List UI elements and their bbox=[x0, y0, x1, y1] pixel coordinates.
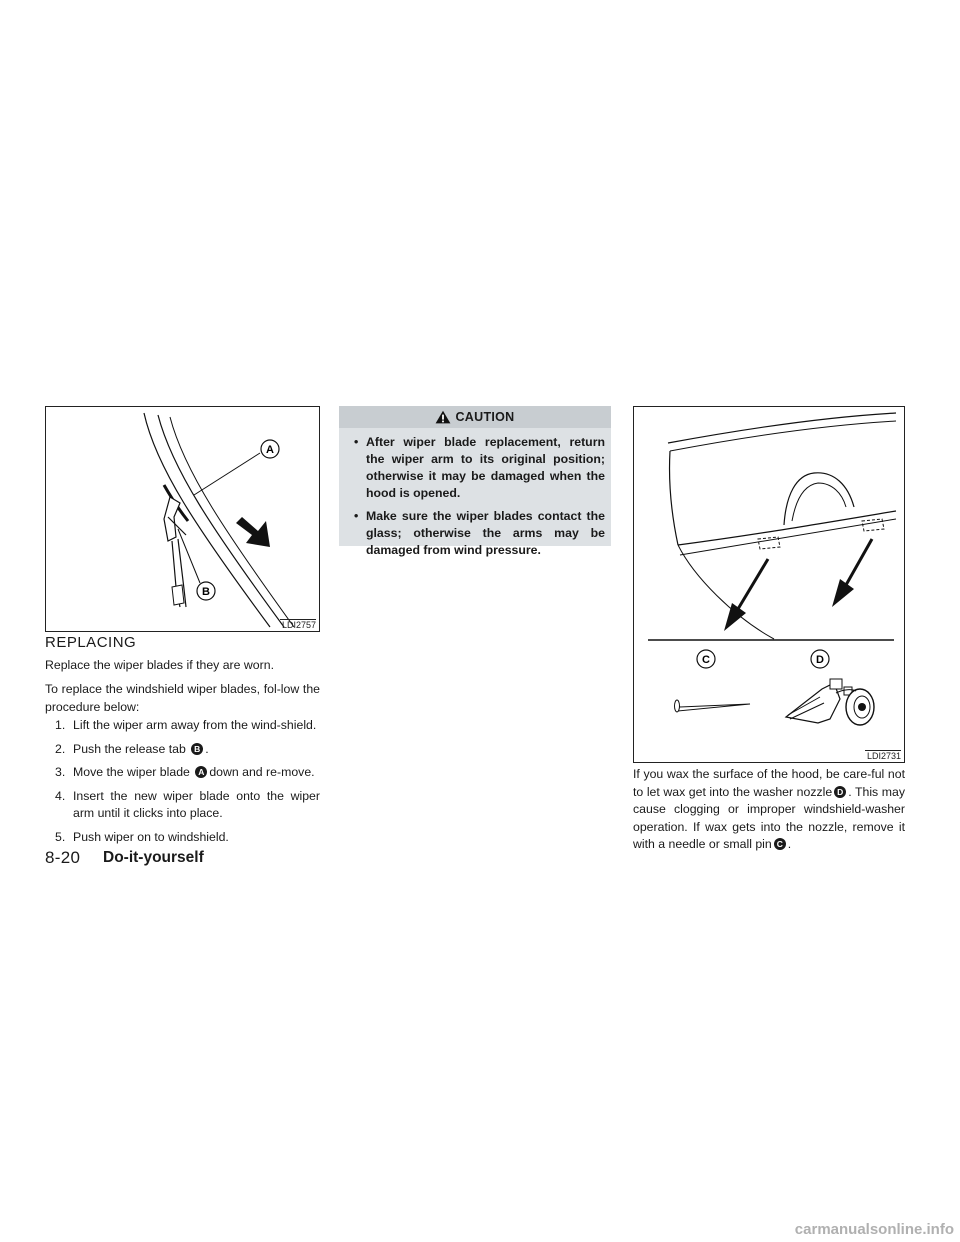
ref-d-icon: D bbox=[834, 786, 846, 798]
step-item: 4. Insert the new wiper blade onto the wiper arm until it clicks into place. bbox=[55, 788, 320, 820]
label-d: D bbox=[816, 654, 824, 666]
figure-code: LDI2757 bbox=[281, 620, 316, 630]
label-a: A bbox=[266, 444, 274, 456]
wax-note: If you wax the surface of the hood, be care-ful not to let wax get into the washer nozzle D . This may cause clogging or improper windshield-washer operation. If wax gets into the nozzle, remove it with a needle or small pin C . bbox=[633, 767, 905, 851]
ref-b-icon: B bbox=[191, 743, 203, 755]
caution-item: • Make sure the wiper blades contact the glass; otherwise the arms may be damaged from wind pressure. bbox=[354, 509, 605, 557]
figure-washer-nozzle bbox=[633, 406, 905, 763]
wiper-arm-illustration bbox=[46, 407, 319, 631]
ref-c-icon: C bbox=[774, 838, 786, 850]
step-item: 3. Move the wiper blade A down and re-move. bbox=[55, 765, 315, 779]
caution-box bbox=[339, 406, 611, 557]
ref-a-icon: A bbox=[195, 766, 207, 778]
caution-list bbox=[339, 434, 611, 559]
caution-header bbox=[339, 406, 611, 428]
label-c: C bbox=[702, 654, 710, 666]
warning-icon bbox=[435, 410, 451, 424]
washer-nozzle-illustration bbox=[634, 407, 904, 762]
figure-wiper-release bbox=[45, 406, 320, 632]
intro-text: Replace the wiper blades if they are worn. bbox=[45, 658, 274, 672]
section-title: REPLACING bbox=[45, 634, 137, 651]
steps-list bbox=[45, 717, 320, 852]
caution-heading: CAUTION bbox=[455, 410, 515, 424]
chapter-title: Do-it-yourself bbox=[103, 849, 204, 866]
watermark: carmanualsonline.info bbox=[794, 1221, 954, 1238]
figure-code: LDI2731 bbox=[866, 751, 901, 761]
caution-item: • After wiper blade replacement, return the wiper arm to its original position; otherwise it may be damaged when the hood is opened. bbox=[354, 435, 605, 500]
page-number: 8-20 bbox=[45, 848, 81, 867]
step-item: 2. Push the release tab B . bbox=[55, 741, 209, 756]
label-b: B bbox=[202, 586, 210, 598]
step-item: 1. Lift the wiper arm away from the wind-shield. bbox=[55, 718, 317, 732]
lead-text: To replace the windshield wiper blades, fol-low the procedure below: bbox=[45, 682, 320, 714]
step-item: 5. Push wiper on to windshield. bbox=[55, 829, 229, 844]
